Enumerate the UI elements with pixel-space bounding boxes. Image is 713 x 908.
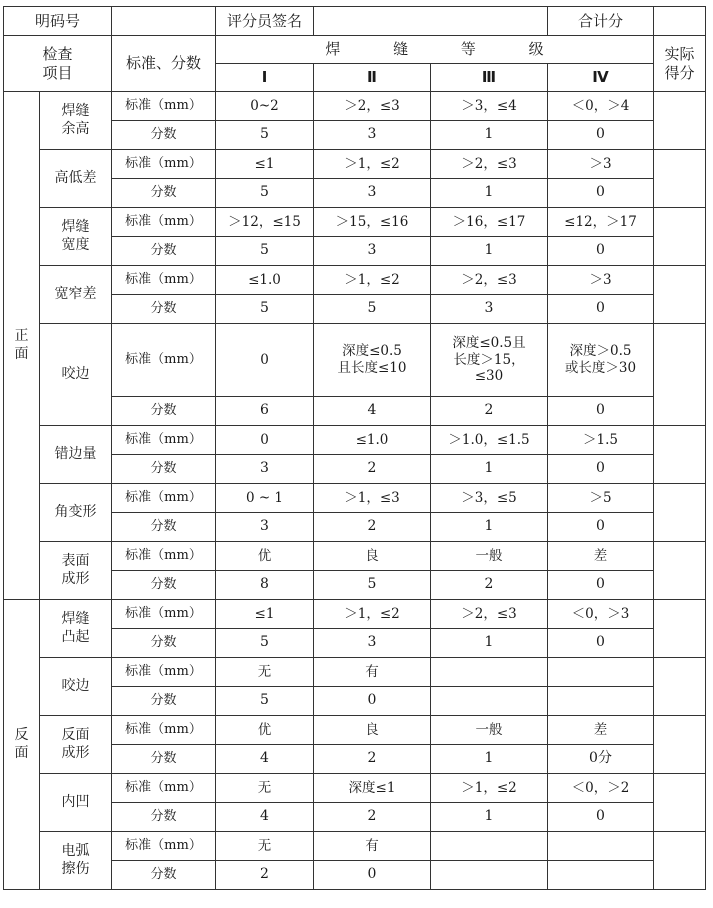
score-grade-3: 2 [431, 397, 548, 426]
info-row [4, 7, 706, 36]
standard-label: 标准（mm） [112, 92, 216, 121]
check-item-name: 内凹 [40, 774, 112, 832]
standard-grade-4: 差 [548, 542, 654, 571]
score-label: 分数 [112, 571, 216, 600]
score-label: 分数 [112, 179, 216, 208]
actual-score-field[interactable] [654, 600, 706, 658]
score-grade-1: 5 [216, 295, 314, 324]
standard-grade-4: ＞5 [548, 484, 654, 513]
standard-row [4, 716, 706, 745]
score-grade-3 [431, 687, 548, 716]
score-grade-1: 6 [216, 397, 314, 426]
grade-2-header: Ⅱ [314, 64, 431, 92]
score-grade-1: 8 [216, 571, 314, 600]
table-body [4, 7, 706, 890]
standard-score-header: 标准、分数 [112, 36, 216, 92]
score-label: 分数 [112, 295, 216, 324]
score-label: 分数 [112, 121, 216, 150]
score-grade-4: 0 [548, 397, 654, 426]
grade-4-header: Ⅳ [548, 64, 654, 92]
standard-grade-4: ＜0，＞2 [548, 774, 654, 803]
standard-grade-4: ＞3 [548, 266, 654, 295]
standard-grade-1: 无 [216, 774, 314, 803]
standard-grade-2: ＞15，≤16 [314, 208, 431, 237]
standard-grade-3: ＞16，≤17 [431, 208, 548, 237]
score-label: 分数 [112, 745, 216, 774]
standard-grade-2: ＞1，≤3 [314, 484, 431, 513]
standard-grade-2: 有 [314, 658, 431, 687]
check-item-name: 高低差 [40, 150, 112, 208]
standard-grade-4: ＞1.5 [548, 426, 654, 455]
score-grade-3: 1 [431, 803, 548, 832]
score-grade-4: 0 [548, 571, 654, 600]
score-grade-3: 1 [431, 629, 548, 658]
score-grade-4: 0 [548, 237, 654, 266]
score-label: 分数 [112, 861, 216, 890]
standard-grade-3 [431, 658, 548, 687]
standard-label: 标准（mm） [112, 716, 216, 745]
standard-grade-3: 一般 [431, 542, 548, 571]
standard-row [4, 208, 706, 237]
standard-grade-2: ≤1.0 [314, 426, 431, 455]
grade-3-header: Ⅲ [431, 64, 548, 92]
standard-grade-4 [548, 658, 654, 687]
score-grade-1: 5 [216, 687, 314, 716]
standard-grade-1: ≤1 [216, 600, 314, 629]
score-grade-3: 1 [431, 179, 548, 208]
standard-grade-4: ＜0，＞3 [548, 600, 654, 629]
standard-grade-3: ＞3，≤5 [431, 484, 548, 513]
score-label: 分数 [112, 629, 216, 658]
score-label: 分数 [112, 237, 216, 266]
standard-grade-2: 深度≤0.5 且长度≤10 [314, 324, 431, 397]
score-grade-4: 0分 [548, 745, 654, 774]
check-item-name: 焊缝 余高 [40, 92, 112, 150]
standard-label: 标准（mm） [112, 324, 216, 397]
check-item-name: 咬边 [40, 324, 112, 426]
grade-1-header: Ⅰ [216, 64, 314, 92]
standard-grade-1: 0 ~ 1 [216, 484, 314, 513]
standard-grade-1: 0~2 [216, 92, 314, 121]
standard-label: 标准（mm） [112, 208, 216, 237]
standard-grade-1: ≤1 [216, 150, 314, 179]
check-item-name: 咬边 [40, 658, 112, 716]
standard-grade-2: 良 [314, 716, 431, 745]
actual-score-field[interactable] [654, 426, 706, 484]
standard-label: 标准（mm） [112, 542, 216, 571]
scoring-table [3, 6, 706, 890]
score-grade-2: 2 [314, 745, 431, 774]
standard-grade-1: 无 [216, 658, 314, 687]
check-item-header: 检查 项目 [4, 36, 112, 92]
standard-row [4, 150, 706, 179]
score-grade-2: 3 [314, 121, 431, 150]
score-label: 分数 [112, 803, 216, 832]
score-grade-1: 4 [216, 745, 314, 774]
standard-grade-2: 良 [314, 542, 431, 571]
standard-grade-4: 深度＞0.5 或长度＞30 [548, 324, 654, 397]
standard-grade-3: ＞2，≤3 [431, 600, 548, 629]
score-grade-4: 0 [548, 455, 654, 484]
score-grade-2: 3 [314, 179, 431, 208]
standard-row [4, 92, 706, 121]
actual-score-header: 实际 得分 [654, 36, 706, 92]
standard-label: 标准（mm） [112, 484, 216, 513]
actual-score-field[interactable] [654, 716, 706, 774]
check-item-name: 错边量 [40, 426, 112, 484]
score-grade-3: 3 [431, 295, 548, 324]
check-item-name: 焊缝 宽度 [40, 208, 112, 266]
standard-label: 标准（mm） [112, 266, 216, 295]
standard-grade-4: ＜0，＞4 [548, 92, 654, 121]
score-grade-4: 0 [548, 295, 654, 324]
standard-row [4, 774, 706, 803]
score-grade-2: 3 [314, 629, 431, 658]
actual-score-field[interactable] [654, 324, 706, 426]
actual-score-field[interactable] [654, 150, 706, 208]
standard-row [4, 542, 706, 571]
score-label: 分数 [112, 455, 216, 484]
code-field[interactable] [112, 7, 216, 36]
grade-title [216, 36, 654, 64]
standard-label: 标准（mm） [112, 150, 216, 179]
standard-grade-3 [431, 832, 548, 861]
actual-score-field[interactable] [654, 542, 706, 600]
score-grade-3: 2 [431, 571, 548, 600]
standard-grade-1: 0 [216, 426, 314, 455]
score-label: 分数 [112, 687, 216, 716]
score-grade-2: 0 [314, 861, 431, 890]
standard-grade-3: 深度≤0.5且 长度＞15， ≤30 [431, 324, 548, 397]
score-grade-3: 1 [431, 121, 548, 150]
score-grade-2: 4 [314, 397, 431, 426]
check-item-name: 宽窄差 [40, 266, 112, 324]
check-item-name: 焊缝 凸起 [40, 600, 112, 658]
score-grade-1: 5 [216, 629, 314, 658]
score-grade-2: 2 [314, 455, 431, 484]
standard-row [4, 484, 706, 513]
standard-grade-2: ＞1，≤2 [314, 150, 431, 179]
standard-grade-3: 一般 [431, 716, 548, 745]
score-grade-1: 4 [216, 803, 314, 832]
standard-grade-1: 无 [216, 832, 314, 861]
score-grade-4: 0 [548, 629, 654, 658]
standard-grade-3: ＞1.0，≤1.5 [431, 426, 548, 455]
score-grade-2: 5 [314, 295, 431, 324]
standard-row [4, 600, 706, 629]
actual-score-field[interactable] [654, 266, 706, 324]
standard-grade-1: 优 [216, 716, 314, 745]
standard-grade-4: ＞3 [548, 150, 654, 179]
grade-title-text: 焊 缝 等 级 [325, 40, 568, 59]
standard-grade-2: ＞2，≤3 [314, 92, 431, 121]
standard-grade-3: ＞2，≤3 [431, 266, 548, 295]
side-back-label: 反 面 [4, 600, 40, 890]
score-label: 分数 [112, 513, 216, 542]
standard-row [4, 832, 706, 861]
standard-grade-2: ＞1，≤2 [314, 600, 431, 629]
standard-row [4, 658, 706, 687]
score-grade-4: 0 [548, 513, 654, 542]
score-grade-1: 2 [216, 861, 314, 890]
standard-grade-2: 深度≤1 [314, 774, 431, 803]
grader-label: 评分员签名 [216, 7, 314, 36]
standard-grade-1: ＞12，≤15 [216, 208, 314, 237]
check-item-name: 电弧 擦伤 [40, 832, 112, 890]
standard-grade-2: 有 [314, 832, 431, 861]
standard-label: 标准（mm） [112, 426, 216, 455]
actual-score-field[interactable] [654, 658, 706, 716]
standard-grade-3: ＞3，≤4 [431, 92, 548, 121]
standard-label: 标准（mm） [112, 832, 216, 861]
actual-score-field[interactable] [654, 484, 706, 542]
standard-grade-4 [548, 832, 654, 861]
score-grade-2: 3 [314, 237, 431, 266]
score-grade-3 [431, 861, 548, 890]
standard-grade-3: ＞1，≤2 [431, 774, 548, 803]
standard-label: 标准（mm） [112, 774, 216, 803]
score-grade-4: 0 [548, 803, 654, 832]
header-row-1 [4, 36, 706, 64]
score-grade-2: 2 [314, 803, 431, 832]
score-grade-2: 2 [314, 513, 431, 542]
standard-grade-1: 0 [216, 324, 314, 397]
standard-label: 标准（mm） [112, 658, 216, 687]
standard-row [4, 266, 706, 295]
standard-grade-3: ＞2，≤3 [431, 150, 548, 179]
score-grade-3: 1 [431, 745, 548, 774]
total-label: 合计分 [548, 7, 654, 36]
standard-label: 标准（mm） [112, 600, 216, 629]
score-grade-2: 5 [314, 571, 431, 600]
score-grade-1: 5 [216, 179, 314, 208]
score-grade-1: 5 [216, 121, 314, 150]
actual-score-field[interactable] [654, 774, 706, 832]
score-grade-3: 1 [431, 237, 548, 266]
standard-grade-1: 优 [216, 542, 314, 571]
score-label: 分数 [112, 397, 216, 426]
score-grade-4: 0 [548, 121, 654, 150]
actual-score-field[interactable] [654, 92, 706, 150]
total-field[interactable] [654, 7, 706, 36]
standard-row [4, 324, 706, 397]
standard-row [4, 426, 706, 455]
standard-grade-2: ＞1，≤2 [314, 266, 431, 295]
side-front-label: 正 面 [4, 92, 40, 600]
score-grade-1: 5 [216, 237, 314, 266]
code-label: 明码号 [4, 7, 112, 36]
standard-grade-1: ≤1.0 [216, 266, 314, 295]
check-item-name: 角变形 [40, 484, 112, 542]
check-item-name: 反面 成形 [40, 716, 112, 774]
score-grade-4: 0 [548, 179, 654, 208]
score-grade-2: 0 [314, 687, 431, 716]
standard-grade-4: 差 [548, 716, 654, 745]
standard-grade-4: ≤12，＞17 [548, 208, 654, 237]
actual-score-field[interactable] [654, 832, 706, 890]
score-grade-1: 3 [216, 455, 314, 484]
check-item-name: 表面 成形 [40, 542, 112, 600]
score-grade-4 [548, 861, 654, 890]
score-grade-3: 1 [431, 513, 548, 542]
score-grade-3: 1 [431, 455, 548, 484]
score-grade-1: 3 [216, 513, 314, 542]
grader-signature-field[interactable] [314, 7, 548, 36]
score-grade-4 [548, 687, 654, 716]
actual-score-field[interactable] [654, 208, 706, 266]
